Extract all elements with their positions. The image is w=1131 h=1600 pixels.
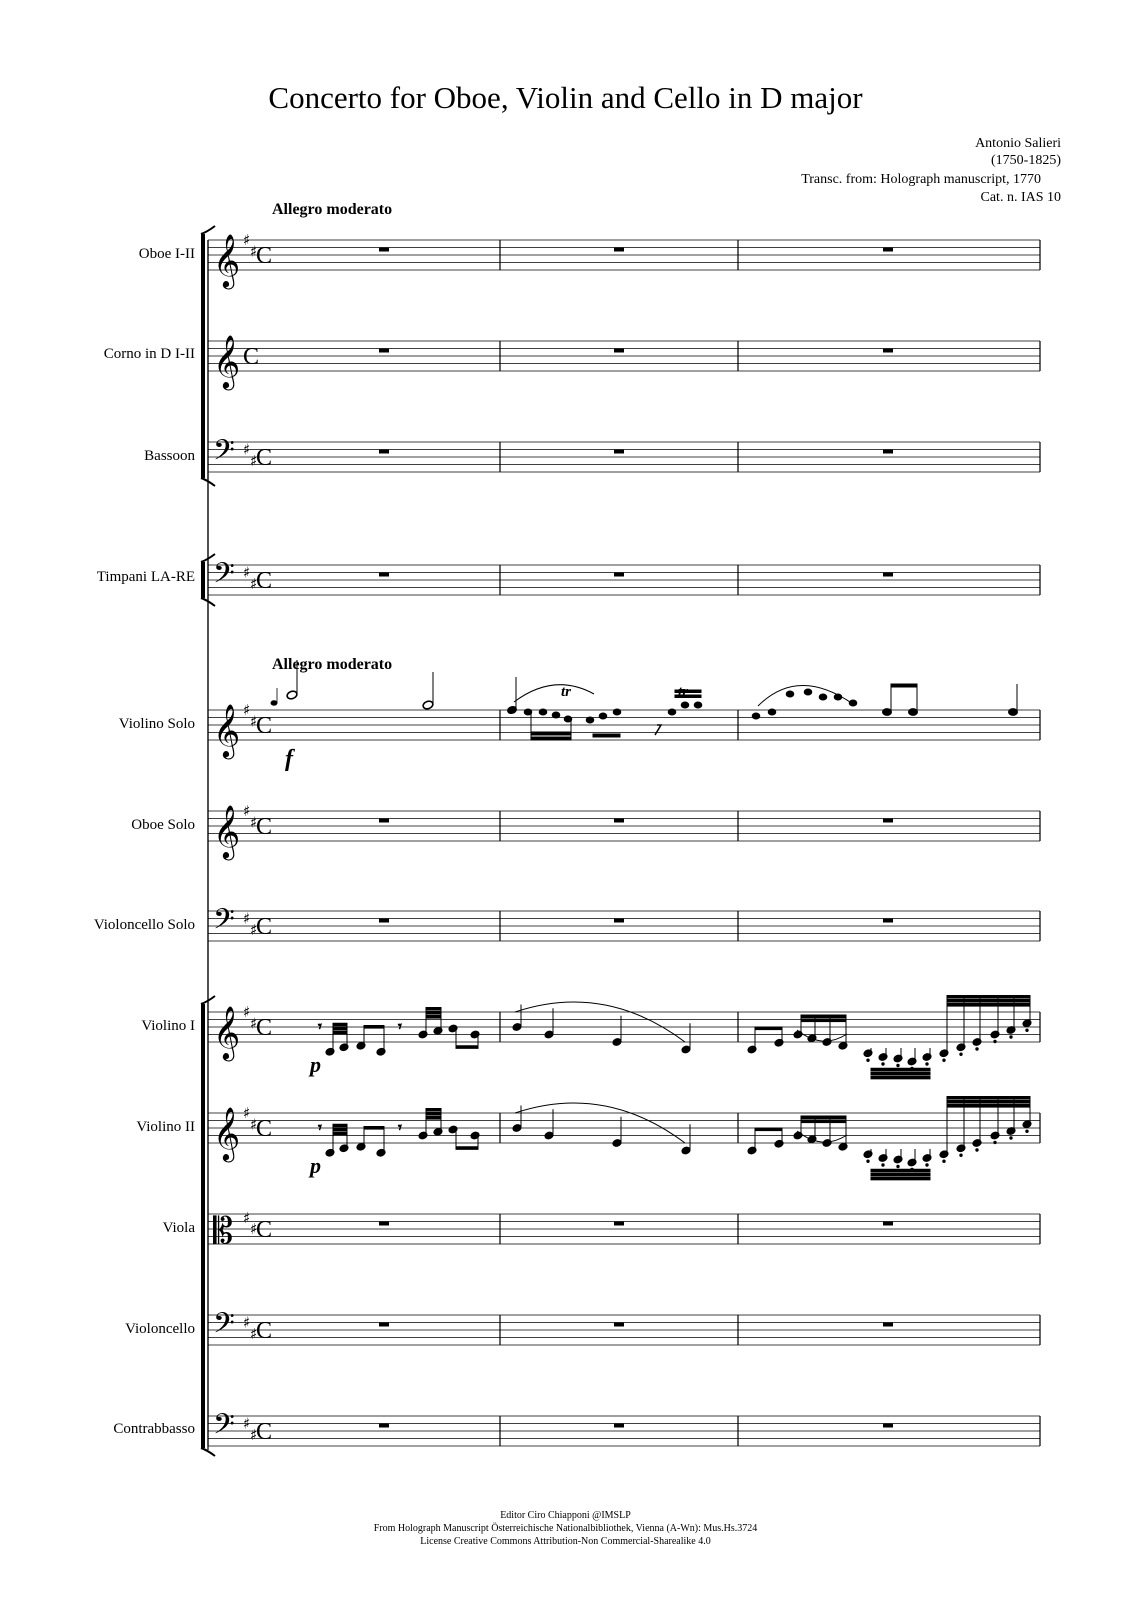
whole-rest — [614, 819, 624, 823]
note-head — [774, 1038, 784, 1047]
note-head — [470, 1131, 480, 1140]
whole-rest — [614, 1222, 624, 1226]
time-signature: C — [256, 568, 273, 594]
sharp-icon: ♯ — [243, 701, 251, 719]
whole-rest — [379, 248, 389, 252]
whole-rest — [883, 1323, 893, 1327]
note-head — [325, 1047, 335, 1056]
eighth-rest-icon: 𝄾 — [318, 1019, 322, 1035]
staff-violoncello — [208, 1315, 1040, 1345]
whole-rest — [883, 1222, 893, 1226]
note-head — [990, 1030, 1000, 1039]
whole-rest — [883, 819, 893, 823]
instrument-label-bassoon: Bassoon — [144, 448, 195, 464]
violino-i-notes — [318, 996, 1032, 1079]
footer-source: From Holograph Manuscript Österreichische Nationalbibliothek, Vienna (A-Wn): Mus.Hs.3724 — [373, 1523, 758, 1534]
note-head — [418, 1030, 428, 1039]
treble-clef-icon: 𝄞 — [213, 1106, 241, 1160]
instrument-label-violoncello-solo: Violoncello Solo — [93, 917, 195, 933]
whole-rest — [379, 450, 389, 454]
time-signature: C — [256, 1116, 273, 1142]
note-head — [893, 1054, 903, 1063]
bracket-winds — [201, 234, 205, 478]
sharp-icon: ♯ — [250, 574, 258, 593]
whole-rest — [614, 1323, 624, 1327]
whole-rest — [883, 573, 893, 577]
note-head — [907, 1158, 917, 1167]
sharp-icon: ♯ — [243, 563, 251, 582]
instrument-label-oboe-i-ii: Oboe I-II — [138, 246, 195, 262]
whole-rest — [614, 919, 624, 923]
whole-rest — [614, 349, 624, 353]
note-head — [878, 1053, 888, 1062]
note-head — [822, 1139, 832, 1148]
bass-clef-icon: 𝄢 — [213, 1408, 235, 1448]
instrument-label-timpani: Timpani LA-RE — [96, 569, 195, 585]
instrument-label-corno: Corno in D I-II — [103, 346, 195, 362]
staff-contrabbasso — [208, 1416, 1040, 1446]
instrument-label-violoncello: Violoncello — [125, 1321, 195, 1337]
tempo-marking-winds: Allegro moderato — [272, 201, 393, 218]
instrument-label-oboe-solo: Oboe Solo — [131, 817, 195, 833]
footer-editor: Editor Ciro Chiapponi @IMSLP — [500, 1510, 631, 1521]
barlines — [208, 240, 1040, 1446]
note-head — [822, 1038, 832, 1047]
whole-rest — [379, 1222, 389, 1226]
tempo-marking-soloists: Allegro moderato — [272, 656, 393, 673]
footer-license: License Creative Commons Attribution-Non Commercial-Sharealike 4.0 — [420, 1536, 711, 1547]
note-head — [939, 1049, 949, 1058]
sharp-icon: ♯ — [243, 440, 251, 459]
dynamic-piano-violino-ii: p — [310, 1153, 321, 1178]
catalog-number: Cat. n. IAS 10 — [980, 190, 1061, 205]
sharp-icon: ♯ — [250, 813, 258, 832]
sharp-icon: ♯ — [243, 231, 251, 249]
treble-clef-icon: 𝄞 — [213, 1005, 241, 1059]
whole-rest — [883, 1424, 893, 1428]
instrument-label-viola: Viola — [162, 1220, 195, 1236]
note-head — [339, 1043, 349, 1052]
note-head — [838, 1041, 848, 1050]
instrument-label-violino-i: Violino I — [141, 1018, 195, 1034]
sharp-icon: ♯ — [250, 1220, 258, 1238]
sharp-icon: ♯ — [250, 1324, 258, 1343]
whole-rests — [379, 248, 893, 1428]
whole-rest — [614, 573, 624, 577]
sharp-icon: ♯ — [243, 1003, 251, 1021]
source-note: Transc. from: Holograph manuscript, 1770 — [801, 172, 1041, 187]
note-head — [907, 1057, 917, 1066]
time-signature: C — [243, 344, 260, 370]
composer-dates: (1750-1825) — [991, 153, 1061, 168]
note-head — [1022, 1120, 1032, 1129]
treble-clef-icon: 𝄞 — [213, 804, 241, 858]
sharp-icon: ♯ — [250, 1014, 258, 1033]
whole-rest — [379, 573, 389, 577]
sharp-icon: ♯ — [250, 242, 258, 261]
sharp-icon: ♯ — [250, 1115, 258, 1134]
treble-clef-icon: 𝄞 — [213, 233, 241, 287]
note-head — [325, 1148, 335, 1157]
staff-corno-in-d-i-ii — [208, 341, 1040, 371]
note-head — [356, 1142, 366, 1151]
time-signature: C — [256, 1015, 273, 1041]
eighth-rest-icon: 𝄾 — [318, 1120, 322, 1136]
note-head — [939, 1150, 949, 1159]
trill-mark-1: tr — [561, 684, 572, 700]
note-head — [774, 1139, 784, 1148]
sharp-icon: ♯ — [243, 802, 251, 820]
bass-clef-icon: 𝄢 — [213, 903, 235, 943]
time-signature: C — [256, 1217, 273, 1243]
note-head — [356, 1041, 366, 1050]
note-head — [838, 1142, 848, 1151]
time-signature: C — [256, 1419, 273, 1445]
note-head — [747, 1045, 757, 1054]
bracket-strings — [201, 1004, 205, 1448]
score-title: Concerto for Oboe, Violin and Cello in D major — [268, 80, 863, 115]
note-head — [956, 1144, 966, 1153]
time-signature: C — [256, 814, 273, 840]
staff-timpani-la-re — [208, 565, 1040, 595]
whole-rest — [379, 1424, 389, 1428]
note-head — [990, 1131, 1000, 1140]
staff-lines — [208, 240, 1040, 1446]
eighth-rest-icon: 𝄾 — [398, 1120, 402, 1136]
time-signature: C — [256, 914, 273, 940]
bracket-timpani — [201, 562, 205, 598]
sharp-icon: ♯ — [243, 1208, 251, 1227]
note-head — [863, 1150, 873, 1159]
sharp-icon: ♯ — [243, 909, 251, 928]
sharp-icon: ♯ — [250, 920, 258, 939]
time-signature: C — [256, 445, 273, 471]
note-head — [1022, 1019, 1032, 1028]
whole-rest — [614, 450, 624, 454]
whole-rest — [883, 349, 893, 353]
alto-clef-icon: 𝄡 — [213, 1211, 234, 1252]
time-signature: C — [256, 243, 273, 269]
note-head — [956, 1043, 966, 1052]
whole-rest — [614, 1424, 624, 1428]
staff-viola — [208, 1214, 1040, 1244]
time-signature: C — [256, 1318, 273, 1344]
dynamic-piano-violino-i: p — [310, 1052, 321, 1077]
note-head — [922, 1053, 932, 1062]
whole-rest — [379, 1323, 389, 1327]
staff-violoncello-solo — [208, 911, 1040, 941]
note-head — [448, 1024, 458, 1033]
time-signature: C — [256, 713, 273, 739]
composer-name: Antonio Salieri — [975, 136, 1061, 151]
sharp-icon: ♯ — [243, 1414, 251, 1433]
note-head — [433, 1127, 443, 1136]
staff-oboe-i-ii — [208, 240, 1040, 270]
whole-rest — [883, 248, 893, 252]
note-head — [339, 1144, 349, 1153]
sharp-icon: ♯ — [250, 1425, 258, 1444]
whole-rest — [379, 919, 389, 923]
note-head — [878, 1154, 888, 1163]
note-head — [376, 1148, 386, 1157]
whole-rest — [883, 450, 893, 454]
note-head — [972, 1038, 982, 1047]
instrument-label-violino-solo: Violino Solo — [118, 716, 195, 732]
note-head — [747, 1146, 757, 1155]
note-head — [448, 1125, 458, 1134]
sharp-icon: ♯ — [250, 451, 258, 470]
instrument-label-contrabbasso: Contrabbasso — [113, 1421, 195, 1437]
bass-clef-icon: 𝄢 — [213, 434, 235, 474]
note-head — [893, 1155, 903, 1164]
instrument-label-violino-ii: Violino II — [136, 1119, 195, 1135]
clefs — [213, 231, 272, 1448]
sharp-icon: ♯ — [243, 1313, 251, 1332]
note-head — [863, 1049, 873, 1058]
treble-clef-icon: 𝄞 — [213, 334, 241, 388]
whole-rest — [379, 349, 389, 353]
dynamic-forte: f — [285, 746, 293, 772]
eighth-rest-icon: 𝄾 — [398, 1019, 402, 1035]
whole-rest — [883, 919, 893, 923]
note-head — [470, 1030, 480, 1039]
whole-rest — [379, 819, 389, 823]
violino-ii-notes — [318, 1097, 1032, 1180]
note-head — [376, 1047, 386, 1056]
note-head — [418, 1131, 428, 1140]
sharp-icon: ♯ — [250, 712, 258, 731]
violino-solo-notes — [271, 660, 1018, 740]
note-head — [972, 1139, 982, 1148]
whole-rest — [614, 248, 624, 252]
sharp-icon: ♯ — [243, 1104, 251, 1122]
staff-oboe-solo — [208, 811, 1040, 841]
note-head — [922, 1154, 932, 1163]
treble-clef-icon: 𝄞 — [213, 703, 241, 757]
bass-clef-icon: 𝄢 — [213, 1307, 235, 1347]
trill-mark-2: tr — [678, 684, 689, 700]
note-head — [433, 1026, 443, 1035]
staff-bassoon — [208, 442, 1040, 472]
bass-clef-icon: 𝄢 — [213, 557, 235, 597]
